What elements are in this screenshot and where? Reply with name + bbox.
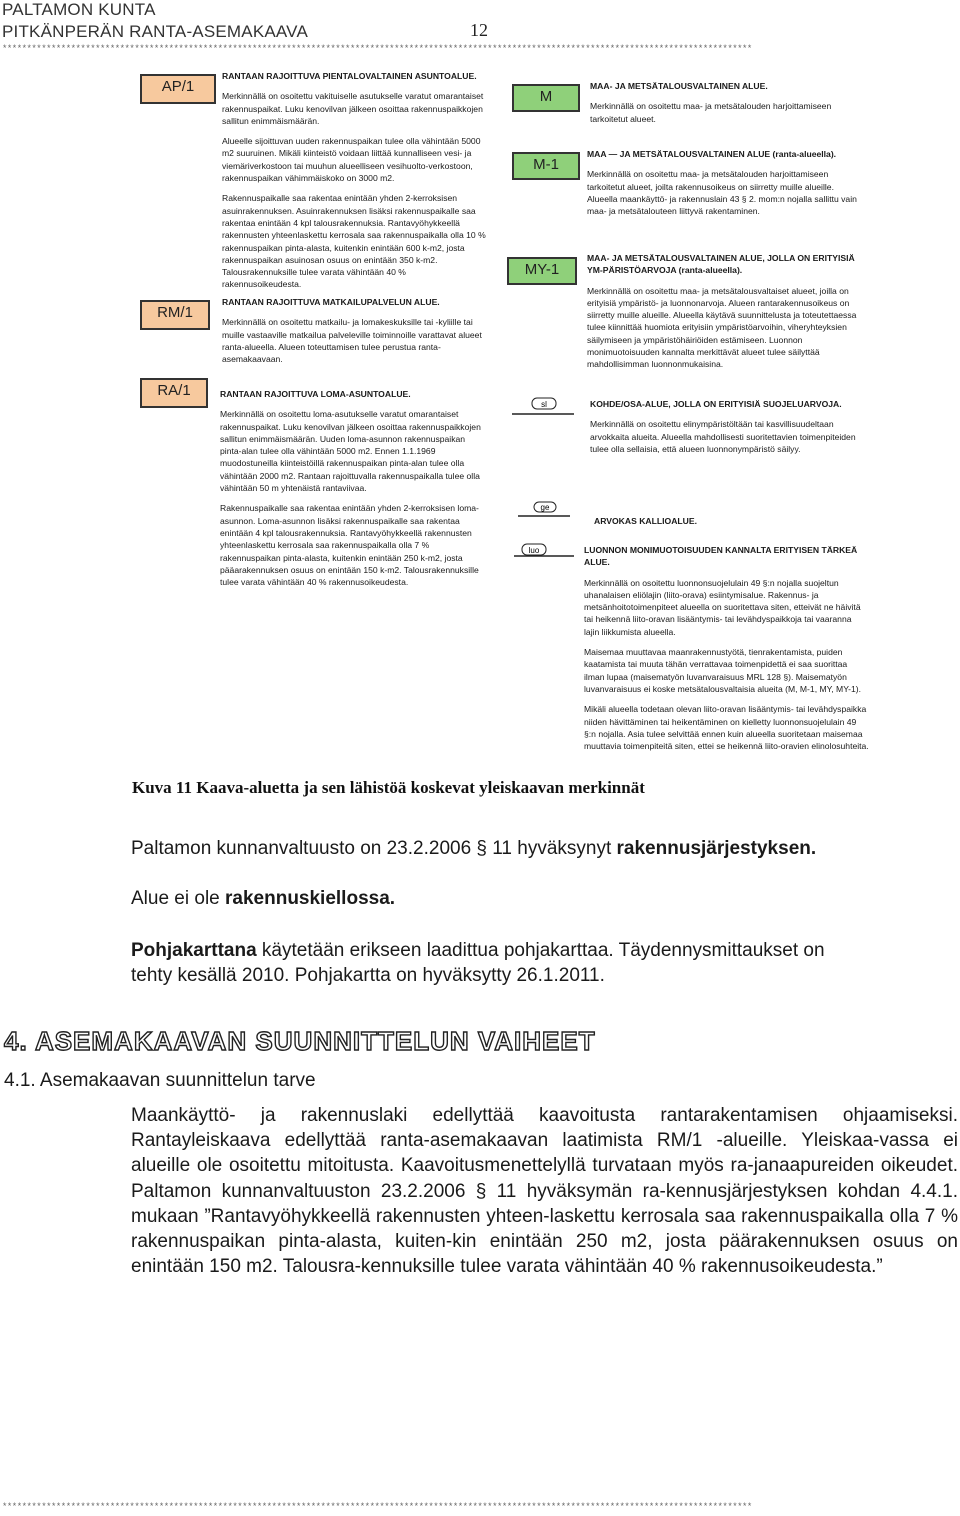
legend-entry-sl bbox=[590, 398, 862, 463]
legend-title-ap1: RANTAAN RAJOITTUVA PIENTALOVALTAINEN ASUNTOALUE. bbox=[222, 71, 477, 81]
protection-value-symbol-icon bbox=[510, 396, 576, 418]
legend-text: Merkinnällä on osoitettu luonnonsuojelulain 49 §:n nojalla suojeltun uhanalaisen eliölajin (liito-orava) esiintymisalue. Rakennus- ja metsänhoitotoimenpiteet alueella on suoritettava siten, etteivät ne häivitä tai heikennä liito-oravan lisääntymis- tai levähdyspaikkoja tai vaaranna lajin liikkumista alueella. bbox=[584, 577, 861, 637]
legend-text: Alueelle sijoittuvan uuden rakennuspaikan tulee olla vähintään 5000 m2 suuruinen. Mikäli kiinteistö voidaan liittää kunnalliseen vesi- ja viemäriverkostoon tai muuhun alueelliseen vesihuolto-verkostoon, rakennuspaikan vähimmäiskoko on 3000 m2. bbox=[222, 136, 481, 184]
section-body-text: Maankäyttö- ja rakennuslaki edellyttää kaavoitusta rantarakentamisen ohjaamiseksi. Rantayleiskaava edellyttää ranta-asemakaavan laatimista RM/1 -alueille. Yleiskaa-vassa ei alueille ole osoitettu mitoitusta. Kaavoitusmenettelyllä turvataan myös ra-janaapureiden oikeudet. Paltamon kunnanvaltuuston 23.2.2006 § 11 hyväksymän ra-kennusjärjestyksen kohdan 4.4.1. mukaan ”Rantavyöhykkeellä rakennusten yhteen-laskettu kerrosala saa rakennuspaikalla olla 7 % rakennuspaikan pinta-alasta, kuiten-kin enintään 250 m2, josta päärakennuksen osuus on enintään 150 m2. Talousra-kennuksille tulee varata vähintään 40 % rakennusoikeudesta.” bbox=[131, 1105, 958, 1278]
legend-code-rm1: RM/1 bbox=[140, 300, 210, 330]
legend-code-ap1: AP/1 bbox=[140, 74, 216, 104]
paragraph-text: käytetään erikseen laadittua pohjakarttaa. Täydennysmittaukset on bbox=[256, 940, 825, 961]
legend-title-my1: MAA- JA METSÄTALOUSVALTAINEN ALUE, JOLLA ON ERITYISIÄ YM-PÄRISTÖARVOJA (ranta-alueella). bbox=[587, 253, 855, 276]
legend-text: Merkinnällä on osoitettu maa- ja metsätalouden harjoittamiseen tarkoitetut alueet. bbox=[590, 101, 832, 124]
legend-text: Maisemaa muuttavaa maanrakennustyötä, tienrakentamista, puiden kaatamista tai muuta tähän verrattavaa toimenpidettä ei saa suorittaa ilman lupaa (maisematyön luvanvaraisuus MRL 128 §). Maisematyön luvanvaraisuus ei koske metsätalousvaltaisia alueita (M, M-1, MY, MY-1). bbox=[584, 647, 862, 694]
paragraph-text: Alue ei ole bbox=[131, 888, 226, 909]
legend-title-sl: KOHDE/OSA-ALUE, JOLLA ON ERITYISIÄ SUOJELUARVOJA. bbox=[590, 399, 842, 409]
paragraph-building-ban bbox=[131, 888, 395, 910]
legend-code-my1: MY-1 bbox=[507, 257, 577, 285]
legend-title-m1: MAA — JA METSÄTALOUSVALTAINEN ALUE (ranta-alueella). bbox=[587, 149, 837, 159]
legend-entry-ap1 bbox=[222, 70, 487, 299]
legend-text: Rakennuspaikalle saa rakentaa enintään yhden 2-kerroksisen asuinrakennuksen. Asuinrakennuksen lisäksi rakennuspaikalle saa rakentaa enintään 4 kpl talousrakennuksia. Rantavyöhykkeellä rakennusten yhteenlaskettu kerrosala saa rakennuspaikalla olla 10 % rakennuspaikan pinta-alasta, kuitenkin enintään 600 k-m2, josta rakennuspaikan asuinosan osuus on enintään 350 k-m2. Talousrakennuksille tulee varata vähintään 40 % rakennusoikeudesta. bbox=[222, 193, 486, 290]
footer-separator: ********************************************************************************************************************************************************* bbox=[2, 1502, 752, 1512]
paragraph-text: Paltamon kunnanvaltuusto on 23.2.2006 § 11 hyväksynyt bbox=[131, 838, 617, 859]
paragraph-building-code bbox=[131, 838, 816, 860]
legend-title-rm1: RANTAAN RAJOITTUVA MATKAILUPALVELUN ALUE. bbox=[222, 297, 440, 307]
legend-text: Merkinnällä on osoitettu maa- ja metsätalouden harjoittamiseen tarkoitetut alueet, joilta rakennusoikeus on siirretty muille alueille. Alueella maankäyttö- ja rakennuslain 43 § 2. mom:n nojalla sallittu vain maa- ja metsätalouteen liittyvä rakentaminen. bbox=[587, 169, 857, 217]
section-heading-4: 4. ASEMAKAAVAN SUUNNITTELUN VAIHEET bbox=[4, 1026, 596, 1056]
legend-text: Merkinnällä on osoitettu vakituiselle asutukselle varatut omarantaiset rakennuspaikat. Luku kenovilvan jälkeen osoittaa rakennuspaikkojen sallitun enimmäismäärän. bbox=[222, 91, 484, 126]
paragraph-base-map bbox=[131, 938, 825, 988]
legend-code-ra1: RA/1 bbox=[140, 378, 208, 408]
legend-code-luo: luo bbox=[528, 546, 540, 555]
legend-title-ge: ARVOKAS KALLIOALUE. bbox=[594, 516, 697, 526]
legend-text: Rakennuspaikalle saa rakentaa enintään yhden 2-kerroksisen loma-asunnon. Loma-asunnon lisäksi rakennuspaikalle saa rakentaa enintään 4 kpl talousrakennuksia. Rantavyöhykkeellä rakennusten yhteenlaskettu kerrosala saa rakennuspaikalla olla 7 % rakennuspaikan pinta-alasta, kuitenkin enintään 250 k-m2, josta pääarakennuksen osuus on enintään 150 k-m2. Talousrakennuksille tulee varata vähintään 40 % rakennusoikeudesta. bbox=[220, 503, 479, 588]
legend-text: Merkinnällä on osoitettu matkailu- ja lomakeskuksille tai -kyliille tai muille vastaaville matkailua palveleville toiminnoille varattavat alueet ranta-alueella. Alueen toteuttamisen tulee perustua ranta-asemakaavaan. bbox=[222, 317, 482, 365]
legend-text: Mikäli alueella todetaan olevan liito-oravan lisääntymis- tai levähdyspaikka niiden hävittäminen tai heikentäminen on kielletty luonnonsuojelulain 49 §:n nojalla. Asia tulee selvittää ennen kuin alueella suoritetaan maisemaa muuttavia toimenpiteitä siten, ettei se heikennä liito-oravien elinolosuhteita. bbox=[584, 704, 869, 752]
legend-text: Merkinnällä on osoitettu loma-asutukselle varatut omarantaiset rakennuspaikat. Luku kenovilvan jälkeen osoittaa rakennuspaikkojen sallitun enimmäismäärän. Uuden loma-asunnon rakennuspaikan pinta-alan tulee olla vähintään 5000 m2. Ennen 1.1.1969 muodostuneilla kiinteistöillä rakennuspaikan pinta-alan tulee olla vähintään 2000 m2. Rantaan rajoittuvalla rakennuspaikalla tulee olla vähintään 50 m yhtenäistä rantaviivaa. bbox=[220, 409, 481, 494]
biodiversity-symbol-icon bbox=[512, 540, 576, 562]
paragraph-emphasis: rakennusjärjestyksen. bbox=[616, 838, 817, 859]
header-separator: ********************************************************************************************************************************************************* bbox=[2, 44, 752, 54]
legend-title-ra1: RANTAAN RAJOITTUVA LOMA-ASUNTOALUE. bbox=[220, 389, 411, 399]
legend-entry-m bbox=[590, 80, 862, 133]
section-heading-4-1: 4.1. Asemakaavan suunnittelun tarve bbox=[4, 1070, 316, 1091]
paragraph-emphasis: Pohjakarttana bbox=[131, 940, 257, 961]
legend-title-luo: LUONNON MONIMUOTOISUUDEN KANNALTA ERITYISEN TÄRKEÄ ALUE. bbox=[584, 545, 858, 568]
paragraph-text: tehty kesällä 2010. Pohjakartta on hyväksytty 26.1.2011. bbox=[131, 965, 605, 986]
legend-entry-luo bbox=[584, 544, 869, 760]
paragraph-emphasis: rakennuskiellossa. bbox=[225, 888, 396, 909]
legend-text: Merkinnällä on osoitettu maa- ja metsätalousvaltaiset alueet, joilla on erityisiä ympäristö- ja luonnonarvoja. Alueen rantarakennusoikeus on siirretty muille alueille. Alueella käytävä suunnittelusta ja toteutettaessa tulee kiinnittää huomiota erityisiin ympäristöarvoihin, viheryhteyksien säilymiseen ja ympäristöhäiriöiden estämiseen. Luonnon monimuotoisuuden kannalta merkittävät alueet tulee säilyttää mahdollisimman luonnonmukaisina. bbox=[587, 285, 857, 370]
legend-entry-rm1 bbox=[222, 296, 487, 373]
legend-entry-my1 bbox=[587, 252, 867, 379]
legend-entry-ge bbox=[594, 515, 854, 535]
legend-code-m: M bbox=[512, 84, 580, 112]
legend-figure bbox=[132, 62, 872, 762]
rock-area-symbol-icon bbox=[516, 500, 572, 522]
header-municipality: PALTAMON KUNTA bbox=[2, 0, 156, 19]
legend-code-ge: ge bbox=[540, 503, 550, 512]
legend-entry-m1 bbox=[587, 148, 862, 225]
legend-entry-ra1 bbox=[220, 388, 485, 596]
legend-code-sl: sl bbox=[541, 400, 547, 409]
figure-caption: Kuva 11 Kaava-aluetta ja sen lähistöä koskevat yleiskaavan merkinnät bbox=[132, 778, 645, 797]
header-plan-name: PITKÄNPERÄN RANTA-ASEMAKAAVA bbox=[2, 22, 308, 41]
page-number: 12 bbox=[470, 20, 488, 40]
legend-text: Merkinnällä on osoitettu elinympäristöltään tai kasvillisuudeltaan arvokkaita alueita. Alueella mahdollisesti suoritettavien toimenpiteiden tulee olla sellaisia, että alueen luonnonympäristö säilyy. bbox=[590, 419, 856, 454]
legend-title-m: MAA- JA METSÄTALOUSVALTAINEN ALUE. bbox=[590, 81, 768, 91]
legend-code-m1: M-1 bbox=[512, 152, 580, 180]
